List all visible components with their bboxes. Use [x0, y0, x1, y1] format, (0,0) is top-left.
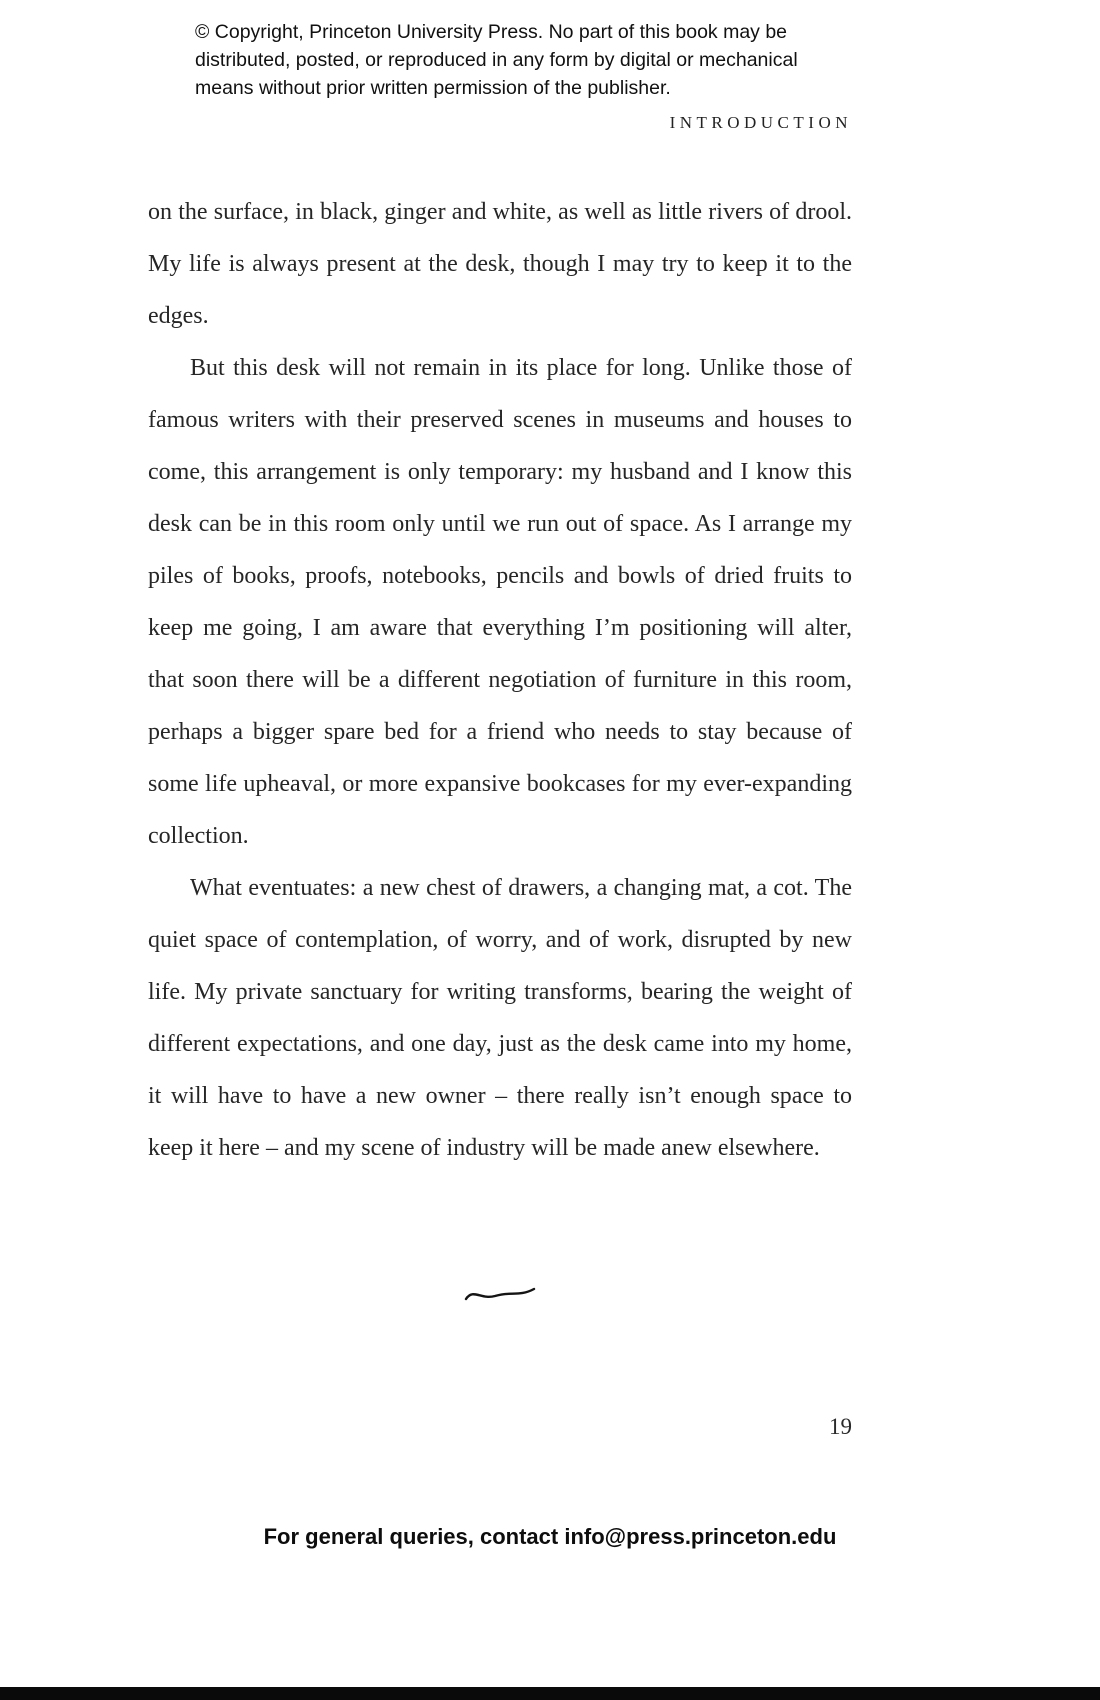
running-head: INTRODUCTION: [669, 113, 852, 132]
copyright-line-2: distributed, posted, or reproduced in any form by digital or mechanical: [195, 49, 798, 71]
paragraph: But this desk will not remain in its place for long. Unlike those of famous writers with their preserved scenes in museums and houses to come, this arrangement is only temporary: my husband and I know this desk can be in this room only until we run out of space. As I arrange my piles of books, proofs, notebooks, pencils and bowls of dried fruits to keep me going, I am aware that everything I’m positioning will alter, that soon there will be a different negotiation of furniture in this room, perhaps a bigger spare bed for a friend who needs to stay because of some life upheaval, or more expansive bookcases for my ever-expanding collection.: [148, 355, 852, 849]
copyright-notice: [195, 18, 855, 102]
copyright-line-3: means without prior written permission of the publisher.: [195, 77, 671, 99]
copyright-line-1: © Copyright, Princeton University Press. No part of this book may be: [195, 21, 788, 43]
body-text: [148, 186, 852, 1174]
footer-contact: For general queries, contact info@press.princeton.edu: [263, 1524, 837, 1549]
paragraph-continuation: on the surface, in black, ginger and white, as well as little rivers of drool. My life is always present at the desk, though I may try to keep it to the edges.: [148, 199, 852, 329]
squiggle-icon: [463, 1295, 537, 1312]
page-bottom-edge: [0, 1687, 1100, 1700]
paragraph: What eventuates: a new chest of drawers, a changing mat, a cot. The quiet space of contemplation, of worry, and of work, disrupted by new life. My private sanctuary for writing transforms, bearing the weight of different expectations, and one day, just as the desk came into my home, it will have to have a new owner – there really isn’t enough space to keep it here – and my scene of industry will be made anew elsewhere.: [148, 875, 852, 1161]
section-break-ornament: [148, 1284, 852, 1313]
page-number: 19: [829, 1414, 852, 1439]
